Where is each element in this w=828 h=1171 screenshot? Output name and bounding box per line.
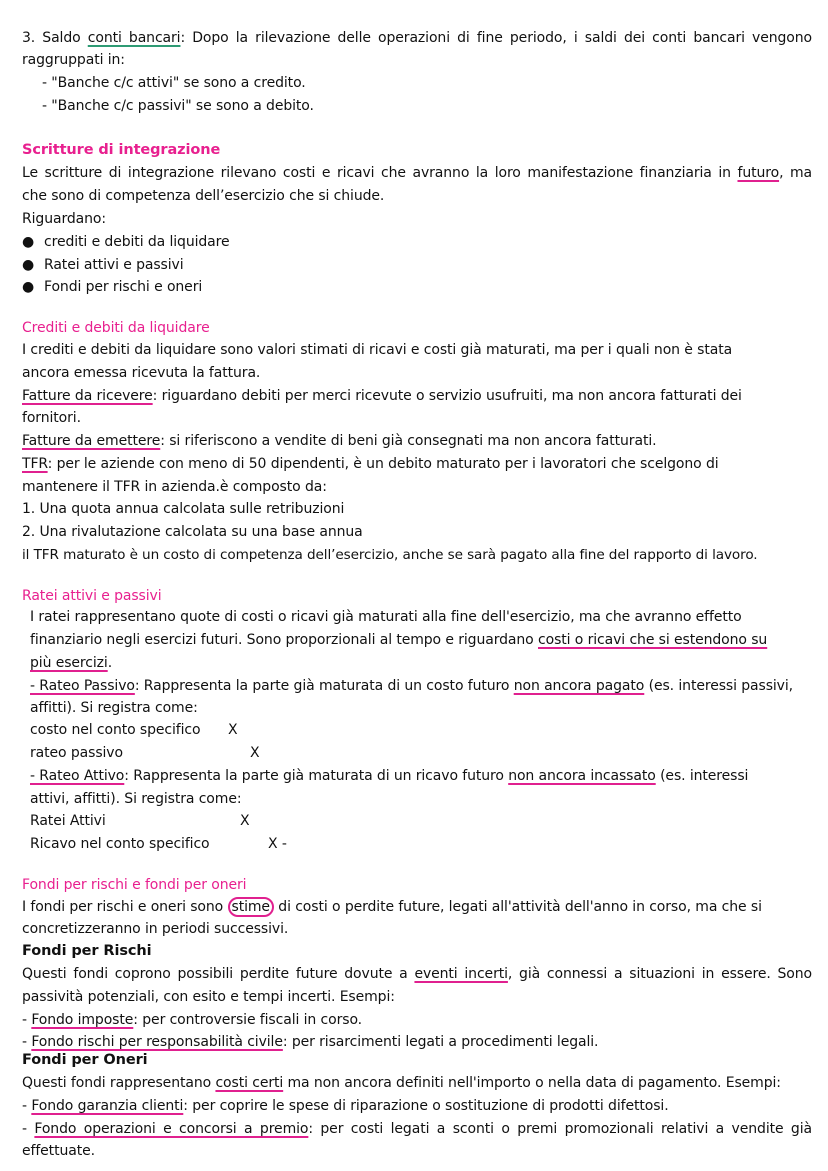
non-ancora-incassato-term: non ancora incassato [508, 768, 656, 784]
rateo-attivo-term: - Rateo Attivo [30, 768, 125, 784]
fondo-rischi-term: Fondo rischi per responsabilità civile [31, 1034, 283, 1050]
rischi-title: Fondi per Rischi [22, 943, 152, 959]
crediti-p2: ancora emessa ricevuta la fattura. [22, 365, 261, 381]
bullet-icon: ● [22, 257, 35, 273]
integrazione-item: ● Fondi per rischi e oneri [22, 279, 203, 295]
ratei-p2: finanziario negli esercizi futuri. Sono proporzionali al tempo e riguardano costi o ricavi che si estendono su [30, 632, 768, 648]
tfr-term: TFR [22, 456, 48, 472]
rischi-p2: passività potenziali, con esito e tempi incerti. Esempi: [22, 989, 395, 1005]
fondo-operazioni-term: Fondo operazioni e concorsi a premio [34, 1121, 309, 1137]
costi-ricavi-term: costi o ricavi che si estendono su [538, 632, 768, 648]
fatture-emettere-line: Fatture da emettere: si riferiscono a vendite di beni già consegnati ma non ancora fatturati. [22, 433, 657, 449]
rateo-attivo-row-1: Ratei Attivi X [30, 813, 250, 829]
fondo-imposte-line: - Fondo imposte: per controversie fiscali in corso. [22, 1012, 363, 1028]
integrazione-p3: Riguardano: [22, 211, 106, 227]
bullet-icon: ● [22, 279, 35, 295]
crediti-p1: I crediti e debiti da liquidare sono valori stimati di ricavi e costi già maturati, ma per i quali non è stata [22, 342, 733, 358]
tfr-end: il TFR maturato è un costo di competenza dell’esercizio, anche se sarà pagato alla fine del rapporto di lavoro. [22, 547, 758, 563]
fondo-garanzia-term: Fondo garanzia clienti [31, 1098, 184, 1114]
rateo-passivo-term: - Rateo Passivo [30, 678, 135, 694]
integrazione-title: Scritture di integrazione [22, 142, 221, 158]
non-ancora-pagato-term: non ancora pagato [513, 678, 645, 694]
saldo-bullet-1: - "Banche c/c attivi" se sono a credito. [42, 75, 306, 91]
fondi-title: Fondi per rischi e fondi per oneri [22, 877, 247, 893]
tfr-line-2: mantenere il TFR in azienda.è composto da: [22, 479, 327, 495]
integrazione-item: ● crediti e debiti da liquidare [22, 234, 230, 250]
ratei-title: Ratei attivi e passivi [22, 588, 162, 604]
rateo-attivo-line-2: attivi, affitti). Si registra come: [30, 791, 242, 807]
fondo-imposte-term: Fondo imposte [31, 1012, 134, 1028]
saldo-line-2: raggruppati in: [22, 52, 125, 68]
rateo-attivo-line: - Rateo Attivo: Rappresenta la parte già maturata di un ricavo futuro non ancora incassato (es. interessi [30, 768, 749, 784]
fondo-operazioni-line-2: effettuate. [22, 1143, 95, 1159]
fatture-ricevere-line-2: fornitori. [22, 410, 81, 426]
fondo-garanzia-line: - Fondo garanzia clienti: per coprire le spese di riparazione o sostituzione di prodotti difettosi. [22, 1098, 669, 1114]
bullet-icon: ● [22, 234, 35, 250]
integrazione-p2: che sono di competenza dell’esercizio che si chiude. [22, 188, 385, 204]
saldo-bullet-2: - "Banche c/c passivi" se sono a debito. [42, 98, 314, 114]
fatture-ricevere-line: Fatture da ricevere: riguardano debiti per merci ricevute o servizio usufruiti, ma non ancora fatturati dei [22, 388, 742, 404]
fondo-rischi-line: - Fondo rischi per responsabilità civile: per risarcimenti legati a procedimenti legali. [22, 1034, 599, 1050]
fatture-ricevere-term: Fatture da ricevere [22, 388, 153, 404]
saldo-line-1: 3. Saldo conti bancari: Dopo la rilevazione delle operazioni di fine periodo, i saldi dei conti bancari vengono [22, 30, 812, 46]
tfr-line: TFR: per le aziende con meno di 50 dipendenti, è un debito maturato per i lavoratori che scelgono di [22, 456, 719, 472]
tfr-item-1: 1. Una quota annua calcolata sulle retribuzioni [22, 501, 345, 517]
stime-circled: stime [228, 897, 274, 917]
rischi-p1: Questi fondi coprono possibili perdite future dovute a eventi incerti, già connessi a situazioni in essere. Sono [22, 966, 812, 982]
fondi-p2: concretizzeranno in periodi successivi. [22, 921, 289, 937]
oneri-title: Fondi per Oneri [22, 1052, 148, 1068]
crediti-title: Crediti e debiti da liquidare [22, 320, 210, 336]
fondi-p1: I fondi per rischi e oneri sono stime di costi o perdite future, legati all'attività dell'anno in corso, ma che si [22, 899, 762, 915]
fondo-operazioni-line: - Fondo operazioni e concorsi a premio: per costi legati a sconti o premi promozionali relativi a vendite già [22, 1121, 812, 1137]
integrazione-item: ● Ratei attivi e passivi [22, 257, 184, 273]
tfr-item-2: 2. Una rivalutazione calcolata su una base annua [22, 524, 363, 540]
ratei-p3: più esercizi. [30, 655, 113, 671]
conti-bancari-term: conti bancari [87, 30, 181, 46]
integrazione-p1: Le scritture di integrazione rilevano costi e ricavi che avranno la loro manifestazione finanziaria in futuro, ma [22, 165, 812, 181]
oneri-p1: Questi fondi rappresentano costi certi ma non ancora definiti nell'importo o nella data di pagamento. Esempi: [22, 1075, 781, 1091]
rateo-passivo-line-2: affitti). Si registra come: [30, 700, 198, 716]
rateo-passivo-row-2: rateo passivo X [30, 745, 260, 761]
ratei-p1: I ratei rappresentano quote di costi o ricavi già maturati alla fine dell'esercizio, ma che avranno effetto [30, 609, 742, 625]
fatture-emettere-term: Fatture da emettere [22, 433, 161, 449]
rateo-attivo-row-2: Ricavo nel conto specifico X - [30, 836, 287, 852]
costi-certi-term: costi certi [215, 1075, 284, 1091]
futuro-term: futuro [737, 165, 780, 181]
rateo-passivo-row-1: costo nel conto specifico X [30, 722, 238, 738]
eventi-incerti-term: eventi incerti [414, 966, 508, 982]
rateo-passivo-line: - Rateo Passivo: Rappresenta la parte già maturata di un costo futuro non ancora pagato (es. interessi passivi, [30, 678, 794, 694]
